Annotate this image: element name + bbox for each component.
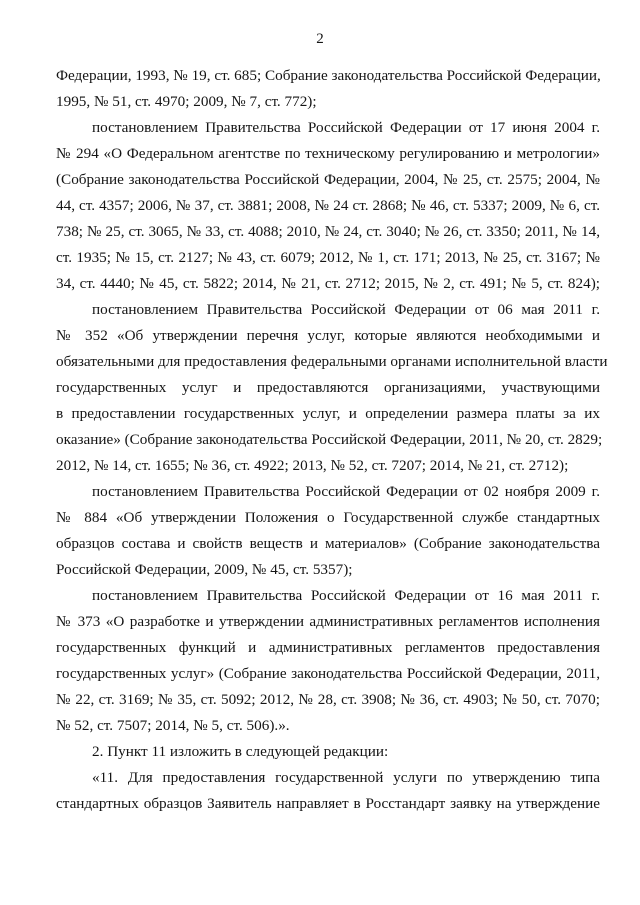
document-body (56, 63, 608, 817)
text-line: в предоставлении государственных услуг, и определении размера платы за их (56, 405, 600, 422)
page-number: 2 (316, 31, 324, 47)
text-line: государственных функций и административных регламентов предоставления (56, 639, 600, 656)
text-line: образцов состава и свойств веществ и материалов» (Собрание законодательства (56, 535, 600, 552)
text-line: 2. Пункт 11 изложить в следующей редакции: (92, 743, 389, 760)
text-line: № 373 «О разработке и утверждении административных регламентов исполнения (56, 613, 600, 630)
text-line: 2012, № 14, ст. 1655; № 36, ст. 4922; 2013, № 52, ст. 7207; 2014, № 21, ст. 2712); (56, 457, 569, 474)
text-line: постановлением Правительства Российской Федерации от 16 мая 2011 г. (92, 587, 600, 604)
text-line: 34, ст. 4440; № 45, ст. 5822; 2014, № 21, ст. 2712; 2015, № 2, ст. 491; № 5, ст. 824); (56, 275, 600, 292)
text-line: 44, ст. 4357; 2006, № 37, ст. 3881; 2008, № 24 ст. 2868; № 46, ст. 5337; 2009, № 6, ст. (56, 197, 600, 214)
text-line: Федерации, 1993, № 19, ст. 685; Собрание законодательства Российской Федерации, (56, 67, 601, 84)
text-line: № 352 «Об утверждении перечня услуг, которые являются необходимыми и (56, 327, 600, 344)
text-line: стандартных образцов Заявитель направляет в Росстандарт заявку на утверждение (56, 795, 600, 812)
text-line: ст. 1935; № 15, ст. 2127; № 43, ст. 6079; 2012, № 1, ст. 171; 2013, № 25, ст. 3167; № (56, 249, 600, 266)
text-line: обязательными для предоставления федеральными органами исполнительной власти (56, 353, 608, 370)
text-line: Российской Федерации, 2009, № 45, ст. 5357); (56, 561, 353, 578)
text-line: оказание» (Собрание законодательства Российской Федерации, 2011, № 20, ст. 2829; (56, 431, 603, 448)
text-line: государственных услуг» (Собрание законодательства Российской Федерации, 2011, (56, 665, 600, 682)
text-line: постановлением Правительства Российской Федерации от 17 июня 2004 г. (92, 119, 600, 136)
text-line: № 52, ст. 7507; 2014, № 5, ст. 506).». (56, 717, 290, 734)
text-line: государственных услуг и предоставляются организациями, участвующими (56, 379, 600, 396)
text-line: № 22, ст. 3169; № 35, ст. 5092; 2012, № 28, ст. 3908; № 36, ст. 4903; № 50, ст. 7070; (56, 691, 600, 708)
text-line: постановлением Правительства Российской Федерации от 06 мая 2011 г. (92, 301, 600, 318)
text-line: «11. Для предоставления государственной услуги по утверждению типа (92, 769, 600, 786)
text-line: 738; № 25, ст. 3065, № 33, ст. 4088; 2010, № 24, ст. 3040; № 26, ст. 3350; 2011, № 14, (56, 223, 600, 240)
text-line: 1995, № 51, ст. 4970; 2009, № 7, ст. 772); (56, 93, 317, 110)
text-line: № 884 «Об утверждении Положения о Государственной службе стандартных (56, 509, 600, 526)
text-line: постановлением Правительства Российской Федерации от 02 ноября 2009 г. (92, 483, 600, 500)
text-line: № 294 «О Федеральном агентстве по техническому регулированию и метрологии» (56, 145, 600, 162)
text-line: (Собрание законодательства Российской Федерации, 2004, № 25, ст. 2575; 2004, № (56, 171, 600, 188)
